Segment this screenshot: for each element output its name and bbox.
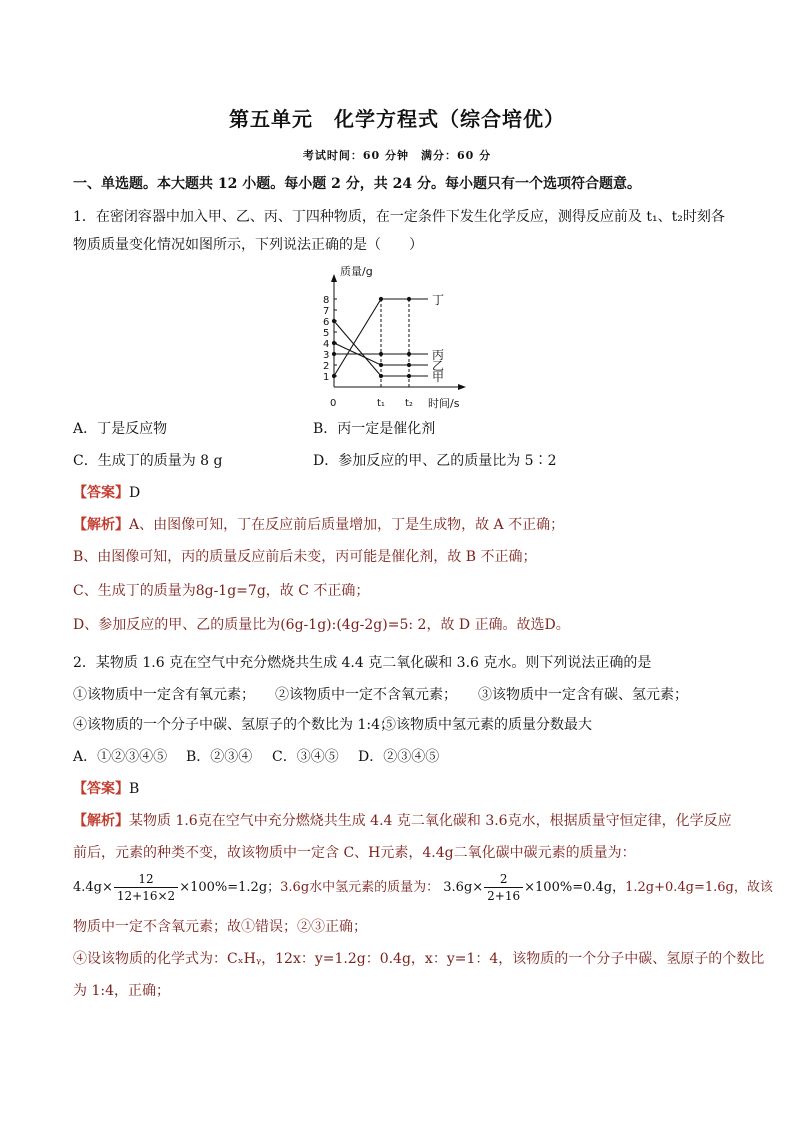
answer-tag: 【答案】 (73, 485, 129, 501)
calc-a-pre: 4.4g× (73, 880, 113, 895)
data-point (407, 297, 411, 301)
analysis-tag: 【解析】 (73, 813, 129, 829)
q1-option-a: A．丁是反应物 (73, 421, 168, 437)
y-tick-label: 5 (323, 328, 330, 339)
q1-option-d: D．参加反应的甲、乙的质量比为 5∶2 (313, 453, 557, 469)
calc-b-pre: 3.6g× (443, 880, 484, 895)
q2-statement-1: ①该物质中一定含有氧元素； (73, 687, 255, 703)
q2-statement-2: ②该物质中一定不含氧元素； (275, 687, 457, 703)
q2-analysis-line1 (73, 811, 732, 831)
answer-value: B (129, 781, 140, 797)
q1-stem-line1: 1．在密闭容器中加入甲、乙、丙、丁四种物质，在一定条件下发生化学反应，测得反应前及 t₁、t₂时刻各 (73, 209, 725, 225)
y-tick-label: 2 (323, 361, 330, 372)
exam-info: 考试时间：60 分钟 满分：60 分 (302, 149, 492, 162)
fraction-hydrogen (484, 871, 523, 904)
fraction-num: 12 (114, 871, 178, 888)
series-label: 丁 (432, 293, 445, 307)
data-point (332, 319, 336, 323)
q1-analysis-line1 (73, 515, 564, 535)
y-tick-label: 6 (323, 317, 330, 328)
data-point (379, 363, 383, 367)
data-point (407, 352, 411, 356)
q1-stem-line2: 物质质量变化情况如图所示，下列说法正确的是（ ） (73, 237, 423, 253)
data-point (332, 374, 336, 378)
fraction-carbon (114, 871, 178, 904)
calc-b-post: ×100%=0.4g， (524, 880, 626, 895)
y-tick-label: 8 (323, 295, 330, 306)
q2-analysis-line6: 为 1:4，正确； (73, 983, 170, 999)
answer-tag: 【答案】 (73, 781, 129, 797)
analysis-tag: 【解析】 (73, 517, 129, 533)
series-label: 丙 (432, 348, 445, 362)
q1-analysis-line3: C、生成丁的质量为8g-1g=7g，故 C 不正确； (73, 583, 370, 599)
mass-time-chart (300, 262, 480, 414)
series-label: 乙 (432, 359, 445, 373)
q2-analysis-line2: 前后，元素的种类不变，故该物质中一定含 C、H元素，4.4g二氧化碳中碳元素的质量为： (73, 845, 636, 861)
q1-analysis-line4: D、参加反应的甲、乙的质量比为(6g-1g):(4g-2g)=5: 2，故 D 正确。故选D。 (73, 617, 570, 633)
q2-option-a: A．①②③④⑤ (73, 749, 168, 765)
q2-statement-4: ④该物质的一个分子中碳、氢原子的个数比为 1:4； (73, 717, 394, 733)
answer-value: D (129, 485, 141, 501)
q2-analysis-line4: 物质中一定不含氧元素；故①错误；②③正确； (73, 919, 367, 935)
origin-label: 0 (330, 398, 337, 409)
analysis-text: A、由图像可知，丁在反应前后质量增加，丁是生成物，故 A 不正确； (129, 517, 565, 533)
calc-tail: 1.2g+0.4g=1.6g，故该 (625, 880, 773, 895)
calc-mid: 3.6g水中氢元素的质量为： (280, 880, 440, 895)
calc-a-post: ×100%=1.2g； (179, 880, 281, 895)
q1-analysis-line2: B、由图像可知，丙的质量反应前后未变，丙可能是催化剂，故 B 不正确； (73, 549, 537, 565)
q2-calculation-line (73, 870, 773, 906)
x-axis-arrow (458, 384, 466, 390)
q2-option-b: B．②③④ (186, 749, 253, 765)
y-tick-label: 1 (323, 372, 330, 383)
data-point (379, 374, 383, 378)
analysis-text: 某物质 1.6克在空气中充分燃烧共生成 4.4 克二氧化碳和 3.6克水，根据质量守恒定律，化学反应 (129, 813, 732, 829)
data-point (332, 352, 336, 356)
q1-option-c: C．生成丁的质量为 8 g (73, 453, 223, 469)
fraction-num: 2 (484, 871, 523, 888)
q2-statement-5: ⑤该物质中氢元素的质量分数最大 (382, 717, 592, 733)
q2-stem: 2．某物质 1.6 克在空气中充分燃烧共生成 4.4 克二氧化碳和 3.6 克水。则下列说法正确的是 (73, 655, 652, 671)
data-point (407, 363, 411, 367)
section-heading: 一、单选题。本大题共 12 小题。每小题 2 分，共 24 分。每小题只有一个选项符合题意。 (73, 176, 641, 192)
data-point (379, 297, 383, 301)
fraction-den: 12+16×2 (116, 889, 176, 903)
y-tick-label: 7 (323, 306, 330, 317)
x-axis-label: 时间/s (428, 397, 460, 410)
data-point (332, 341, 336, 345)
q2-answer (73, 779, 139, 799)
page-title: 第五单元 化学方程式（综合培优） (229, 107, 565, 131)
y-axis-arrow (331, 274, 337, 282)
q2-analysis-line5: ④设该物质的化学式为：CₓHᵧ，12x：y=1.2g：0.4g，x：y=1：4，该物质的一个分子中碳、氢原子的个数比 (73, 951, 765, 967)
x-tick-label: t₂ (405, 398, 413, 409)
y-axis-label: 质量/g (340, 265, 373, 278)
x-tick-label: t₁ (377, 398, 385, 409)
fraction-den: 2+16 (487, 889, 521, 903)
q1-answer (73, 483, 140, 503)
y-tick-label: 3 (323, 350, 330, 361)
q1-option-b: B．丙一定是催化剂 (313, 421, 436, 437)
data-point (407, 374, 411, 378)
q2-statement-3: ③该物质中一定含有碳、氢元素； (478, 687, 688, 703)
series-label: 甲 (432, 370, 445, 384)
q2-option-d: D．②③④⑤ (358, 749, 440, 765)
data-point (379, 352, 383, 356)
q2-option-c: C．③④⑤ (272, 749, 339, 765)
y-tick-label: 4 (323, 339, 330, 350)
